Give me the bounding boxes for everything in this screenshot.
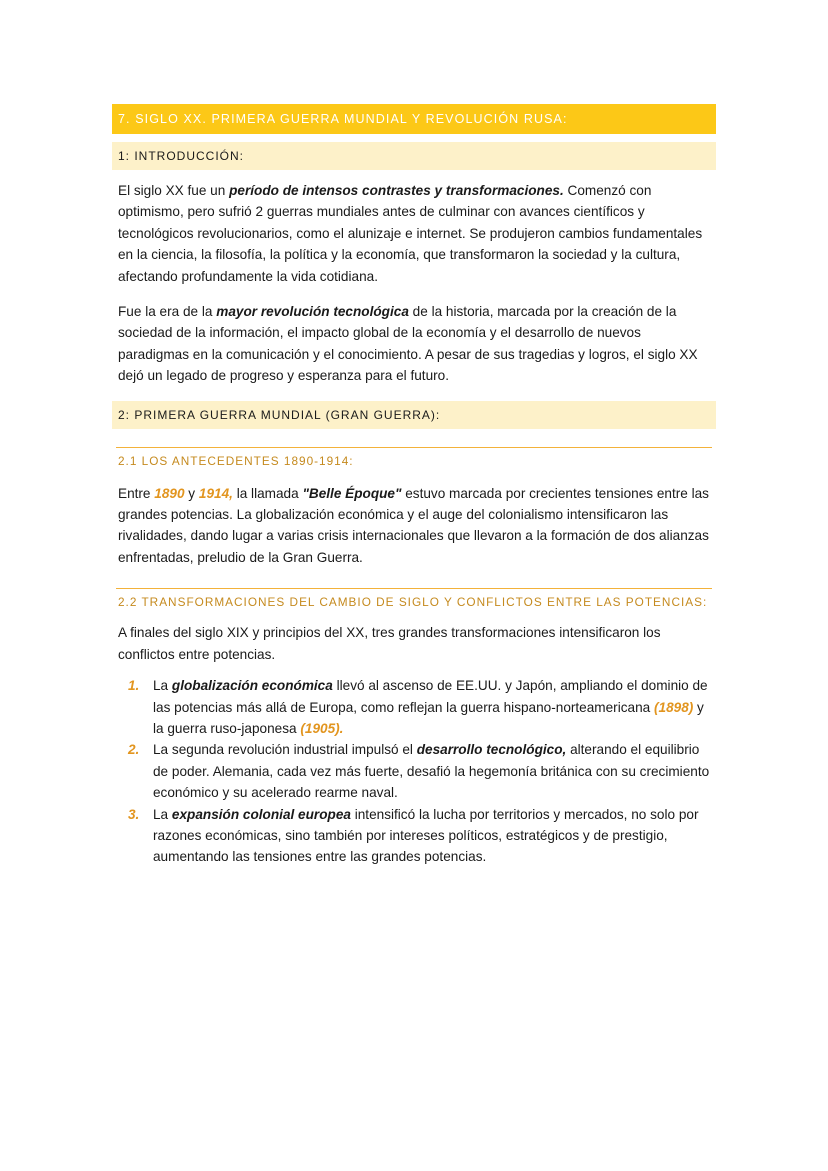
list-number: 3. xyxy=(128,806,140,822)
emphasis-text: período de intensos contrastes y transformaciones. xyxy=(229,183,564,198)
section-heading-primera-guerra: 2: PRIMERA GUERRA MUNDIAL (GRAN GUERRA): xyxy=(112,401,716,429)
text-run: alterando el equilibrio de poder. Alemania, cada vez más fuerte, desafió la hegemonía británica con su crecimiento económico y su acelerado rearme naval. xyxy=(153,742,710,801)
emphasis-text: mayor revolución tecnológica xyxy=(216,304,409,320)
emphasis-text: desarrollo tecnológico, xyxy=(416,742,567,758)
numbered-list xyxy=(112,675,716,868)
list-item xyxy=(112,675,716,739)
text-run: La xyxy=(153,678,172,694)
year-highlight: (1898) xyxy=(653,699,694,715)
text-run: Entre xyxy=(118,485,155,501)
emphasis-text: globalización económica xyxy=(171,678,333,694)
emphasis-text: expansión colonial europea xyxy=(171,806,351,822)
section-heading-introduccion: 1: INTRODUCCIÓN: xyxy=(112,142,716,170)
text-run: la llamada xyxy=(232,485,303,501)
document-page xyxy=(112,104,716,868)
subsection-heading-transformaciones: 2.2 TRANSFORMACIONES DEL CAMBIO DE SIGLO Y CONFLICTOS ENTRE LAS POTENCIAS: xyxy=(116,588,712,614)
emphasis-text: "Belle Époque" xyxy=(302,485,402,501)
text-run: La xyxy=(153,806,172,822)
text-run: llevó al ascenso de EE.UU. y Japón, ampliando el dominio de las potencias más allá de Europa, como reflejan la guerra hispano-norteamericana xyxy=(153,678,708,715)
text-run: intensificó la lucha por territorios y mercados, no solo por razones económicas, sino también por intereses políticos, estratégicos y de prestigio, aumentando las tensiones entre las grandes potencias. xyxy=(153,806,699,865)
text-run: y xyxy=(184,485,199,501)
paragraph-transformaciones-intro: A finales del siglo XIX y principios del XX, tres grandes transformaciones intensificaron los conflictos entre potencias. xyxy=(118,625,661,662)
text-run: y la guerra ruso-japonesa xyxy=(153,699,704,736)
subsection-heading-antecedentes: 2.1 LOS ANTECEDENTES 1890-1914: xyxy=(116,447,712,473)
text-run: El siglo XX fue un xyxy=(118,183,230,198)
list-item xyxy=(112,739,716,803)
list-number: 1. xyxy=(128,678,140,694)
text-run: Fue la era de la xyxy=(118,304,217,320)
text-run: de la historia, marcada por la creación de la sociedad de la información, el impacto global de la economía y el desarrollo de nuevos paradigmas en la comunicación y el conocimiento. A pesar de sus tragedias y logros, el siglo XX dejó un legado de progreso y esperanza para el futuro. xyxy=(118,304,698,384)
paragraph-intro-2 xyxy=(112,301,716,387)
paragraph-intro-1 xyxy=(112,180,716,287)
year-highlight: 1890 xyxy=(154,485,185,501)
list-number: 2. xyxy=(128,742,140,758)
year-highlight: 1914, xyxy=(198,485,233,501)
chapter-title-banner: 7. SIGLO XX. PRIMERA GUERRA MUNDIAL Y REVOLUCIÓN RUSA: xyxy=(112,104,716,134)
list-item xyxy=(112,804,716,868)
text-run: La segunda revolución industrial impulsó el xyxy=(153,742,417,758)
text-run: Comenzó con optimismo, pero sufrió 2 guerras mundiales antes de culminar con avances científicos y tecnológicos revolucionarios, como el alunizaje e internet. Se produjeron cambios fundamentales en la ciencia, la filosofía, la política y la economía, que transformaron la sociedad y la cultura, afectando profundamente la vida cotidiana. xyxy=(118,183,703,284)
paragraph-antecedentes xyxy=(112,483,716,569)
text-run: estuvo marcada por crecientes tensiones entre las grandes potencias. La globalización económica y el auge del colonialismo intensificaron las rivalidades, dando lugar a varias crisis internacionales que llevaron a la formación de dos alianzas enfrentadas, preludio de la Gran Guerra. xyxy=(118,485,709,565)
year-highlight: (1905). xyxy=(300,720,344,736)
